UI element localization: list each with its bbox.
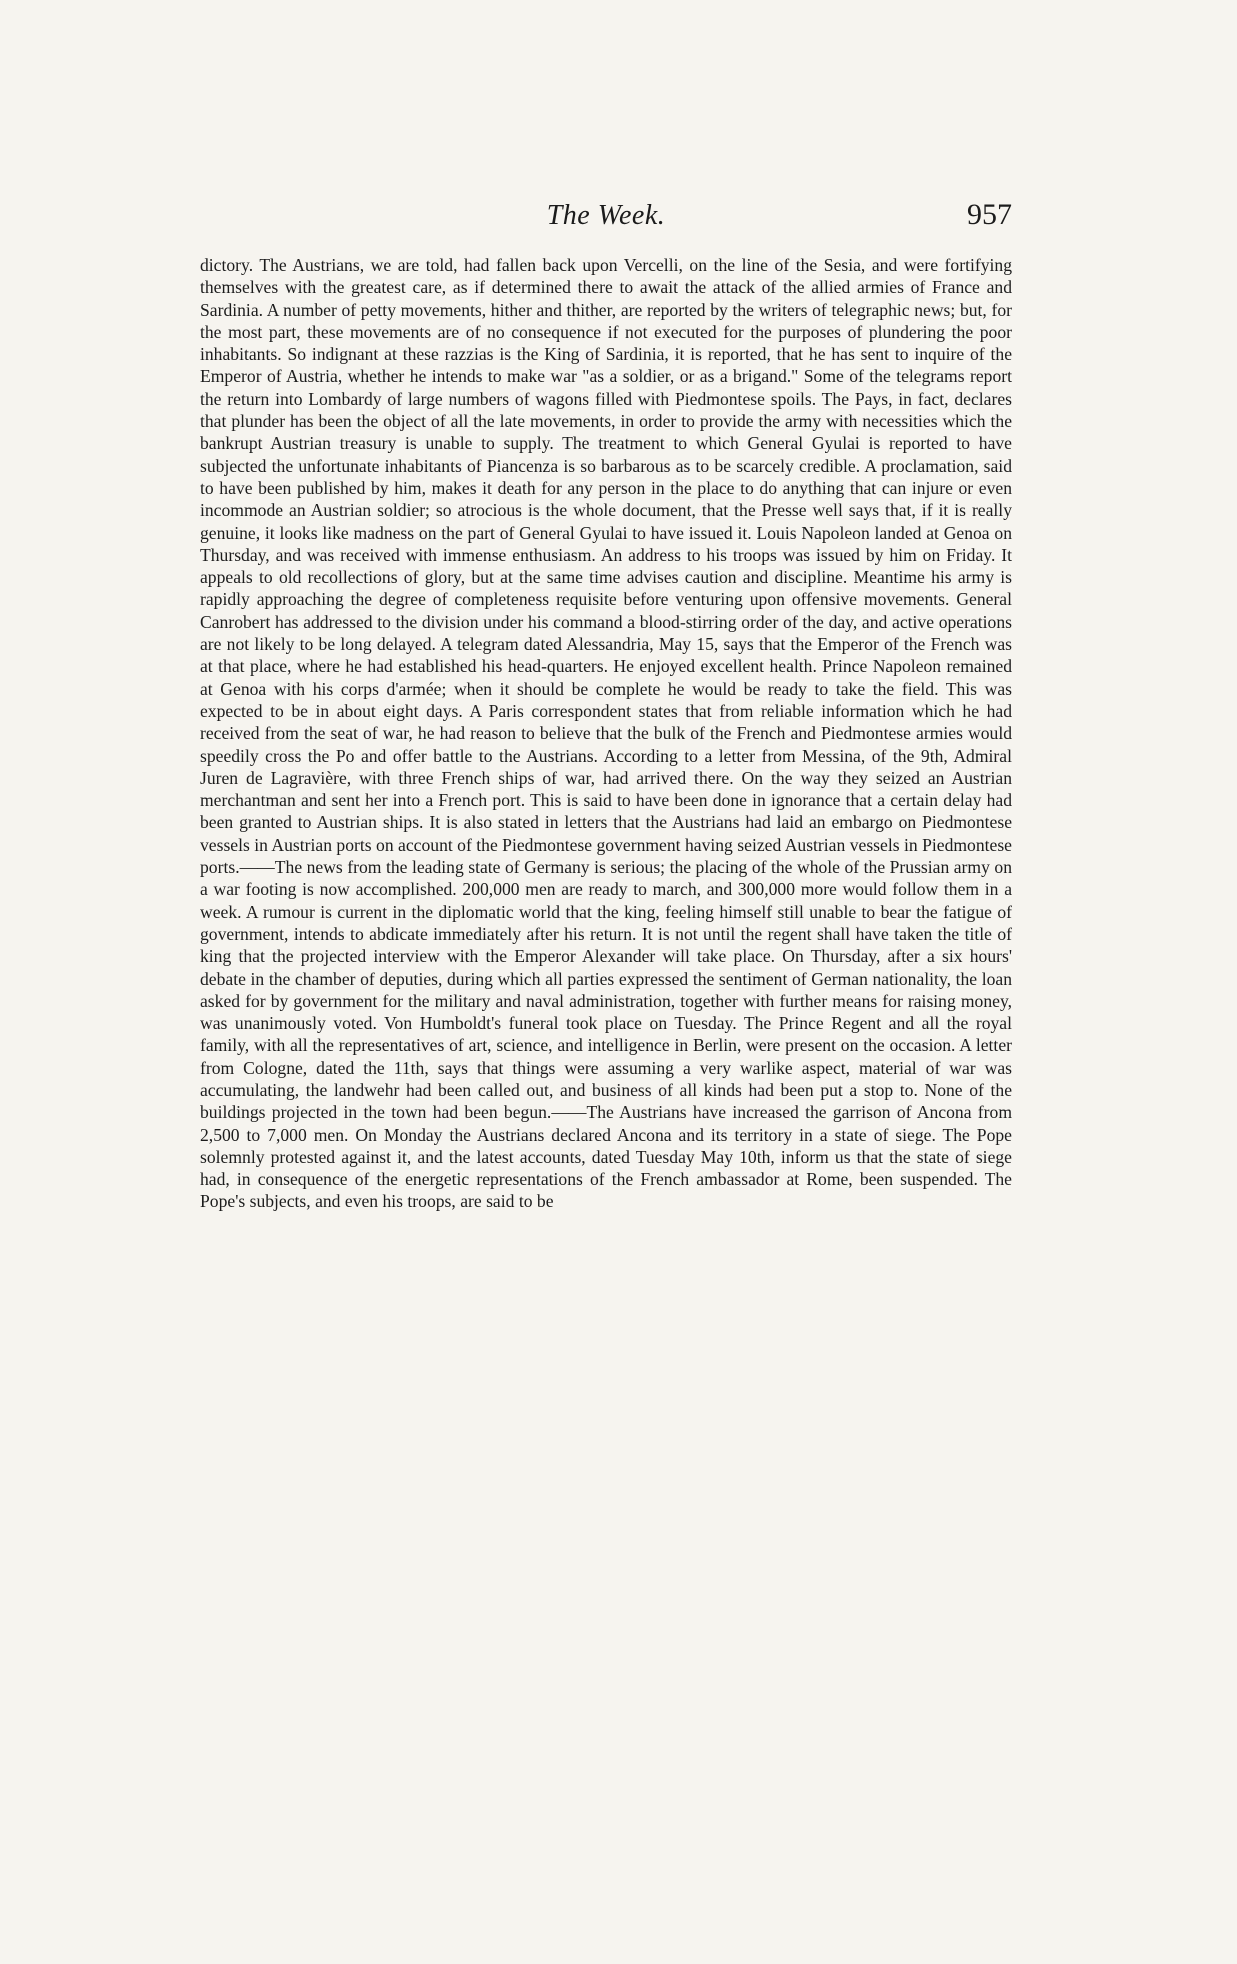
article-paragraph: dictory. The Austrians, we are told, had fallen back upon Vercelli, on the line of the Sesia, and were fortifying themselves with the greatest care, as if determined there to await the attack of the allied armies of France and Sardinia. A number of petty movements, hither and thither, are reported by the writers of telegraphic news; but, for the most part, these movements are of no consequence if not executed for the purposes of plundering the poor inhabitants. So indignant at these razzias is the King of Sardinia, it is reported, that he has sent to inquire of the Emperor of Austria, whether he intends to make war "as a soldier, or as a brigand." Some of the telegrams report the return into Lombardy of large numbers of wagons filled with Piedmontese spoils. The Pays, in fact, declares that plunder has been the object of all the late movements, in order to provide the army with necessities which the bankrupt Austrian treasury is unable to supply. The treatment to which General Gyulai is reported to have subjected the unfortunate inhabitants of Piancenza is so barbarous as to be scarcely credible. A proclamation, said to have been published by him, makes it death for any person in the place to do anything that can injure or even incommode an Austrian soldier; so atrocious is the whole document, that the Presse well says that, if it is really genuine, it looks like madness on the part of General Gyulai to have issued it. Louis Napoleon landed at Genoa on Thursday, and was received with immense enthusiasm. An address to his troops was issued by him on Friday. It appeals to old recollections of glory, but at the same time advises caution and discipline. Meantime his army is rapidly approaching the degree of completeness requisite before venturing upon offensive movements. General Canrobert has addressed to the division under his command a blood-stirring order of the day, and active operations are not likely to be long delayed. A telegram dated Alessandria, May 15, says that the Emperor of the French was at that place, where he had established his head-quarters. He enjoyed excellent health. Prince Napoleon remained at Genoa with his corps d'armée; when it should be complete he would be ready to take the field. This was expected to be in about eight days. A Paris correspondent states that from reliable information which he had received from the seat of war, he had reason to believe that the bulk of the French and Piedmontese armies would speedily cross the Po and offer battle to the Austrians. According to a letter from Messina, of the 9th, Admiral Juren de Lagravière, with three French ships of war, had arrived there. On the way they seized an Austrian merchantman and sent her into a French port. This is said to have been done in ignorance that a certain delay had been granted to Austrian ships. It is also stated in letters that the Austrians had laid an embargo on Piedmontese vessels in Austrian ports on account of the Piedmontese government having seized Austrian vessels in Piedmontese ports.——The news from the leading state of Germany is serious; the placing of the whole of the Prussian army on a war footing is now accomplished. 200,000 men are ready to march, and 300,000 more would follow them in a week. A rumour is current in the diplomatic world that the king, feeling himself still unable to bear the fatigue of government, intends to abdicate immediately after his return. It is not until the regent shall have taken the title of king that the projected interview with the Emperor Alexander will take place. On Thursday, after a six hours' debate in the chamber of deputies, during which all parties expressed the sentiment of German nationality, the loan asked for by government for the military and naval administration, together with further means for raising money, was unanimously voted. Von Humboldt's funeral took place on Tuesday. The Prince Regent and all the royal family, with all the representatives of art, science, and intelligence in Berlin, were present on the occasion. A letter from Cologne, dated the 11th, says that things were assuming a very warlike aspect, material of war was accumulating, the landwehr had been called out, and business of all kinds had been put a stop to. None of the buildings projected in the town had been begun.——The Austrians have increased the garrison of Ancona from 2,500 to 7,000 men. On Monday the Austrians declared Ancona and its territory in a state of siege. The Pope solemnly protested against it, and the latest accounts, dated Tuesday May 10th, inform us that the state of siege had, in consequence of the energetic representations of the French ambassador at Rome, been suspended. The Pope's subjects, and even his troops, are said to be <box>200 255 1012 1212</box>
page-number: 957 <box>967 198 1012 231</box>
article-body <box>200 254 1012 1213</box>
running-head <box>200 200 1012 236</box>
page-title: The Week. <box>546 200 666 231</box>
